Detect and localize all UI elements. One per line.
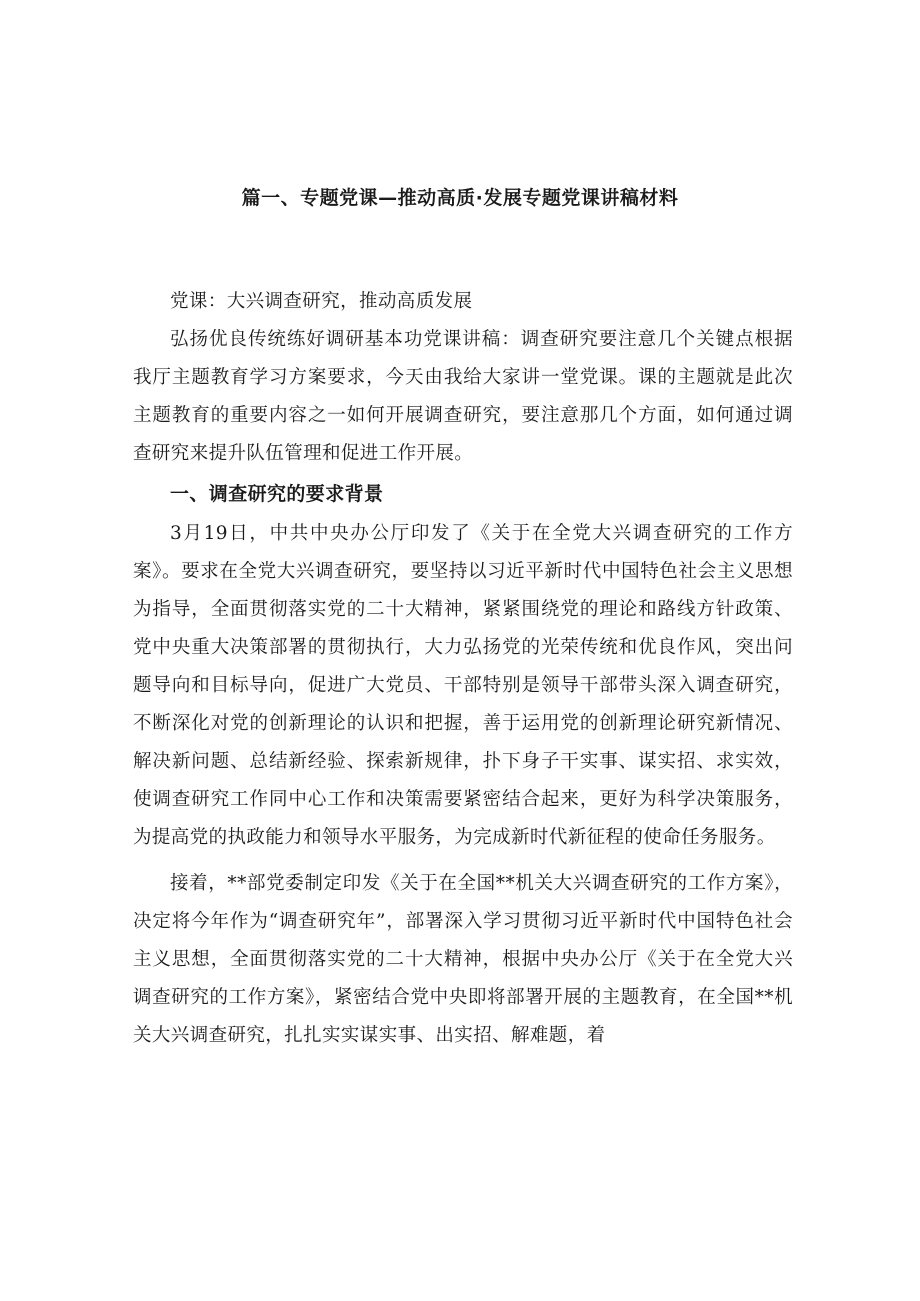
paragraph-ministry-plan: 接着，**部党委制定印发《关于在全国**机关大兴调查研究的工作方案》，决定将今年作为“调查研究年”，部署深入学习贯彻习近平新时代中国特色社会主义思想，全面贯彻落实党的二十大精神，根据中央办公厅《关于在全党大兴调查研究的工作方案》，紧密结合党中央即将部署开展的主题教育，在全国**机关大兴调查研究，扎扎实实谋实事、出实招、解难题，着 bbox=[133, 873, 793, 1046]
paragraph-central-office-plan: 3月19日，中共中央办公厅印发了《关于在全党大兴调查研究的工作方案》。要求在全党大兴调查研究，要坚持以习近平新时代中国特色社会主义思想为指导，全面贯彻落实党的二十大精神，紧紧围绕党的理论和路线方针政策、党中央重大决策部署的贯彻执行，大力弘扬党的光荣传统和优良作风，突出问题导向和目标导向，促进广大党员、干部特别是领导干部带头深入调查研究，不断深化对党的创新理论的认识和把握，善于运用党的创新理论研究新情况、解决新问题、总结新经验、探索新规律，扑下身子干实事、谋实招、求实效，使调查研究工作同中心工作和决策需要紧密结合起来，更好为科学决策服务，为提高党的执政能力和领导水平服务，为完成新时代新征程的使命任务服务。 bbox=[133, 523, 793, 848]
paragraph-lesson-topic: 党课：大兴调查研究，推动高质发展 bbox=[170, 291, 473, 312]
section-heading-background: 一、调查研究的要求背景 bbox=[170, 483, 384, 505]
document-title: 篇一、专题党课—推动高质·发展专题党课讲稿材料 bbox=[241, 187, 679, 209]
document-body bbox=[133, 283, 793, 1055]
paragraph-introduction: 弘扬优良传统练好调研基本功党课讲稿：调查研究要注意几个关键点根据我厅主题教育学习方案要求，今天由我给大家讲一堂党课。课的主题就是此次主题教育的重要内容之一如何开展调查研究，要注意那几个方面，如何通过调查研究来提升队伍管理和促进工作开展。 bbox=[133, 329, 793, 464]
